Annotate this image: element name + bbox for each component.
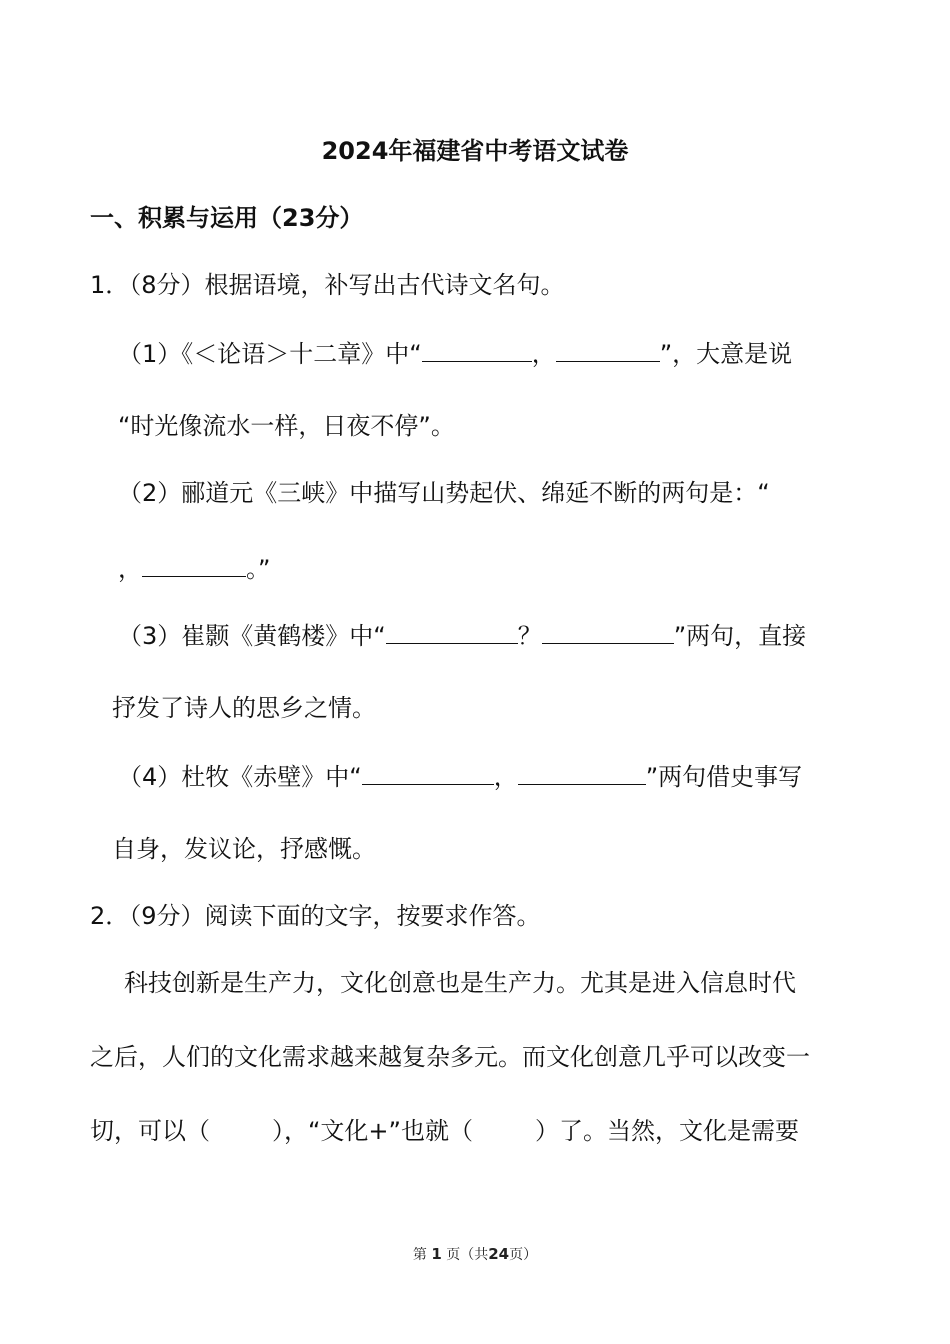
footer-text: 第 <box>412 1247 427 1263</box>
text-segment: （4）杜牧《赤壁》中“ <box>118 763 362 791</box>
question-1-part-1-line-2: “时光像流水一样，日夜不停”。 <box>118 412 455 440</box>
text-segment: 切，可以（ <box>90 1117 210 1145</box>
question-1-part-3-line-2: 抒发了诗人的思乡之情。 <box>112 694 376 722</box>
text-segment: ， <box>531 340 556 368</box>
question-1-part-4-line-2: 自身，发议论，抒感慨。 <box>112 835 376 863</box>
question-1-stem: 1．（8分）根据语境，补写出古代诗文名句。 <box>90 271 565 299</box>
text-segment: ”，大意是说 <box>659 340 793 368</box>
question-1-part-3-line-1 <box>118 617 806 653</box>
question-1-part-1-line-1 <box>118 335 792 371</box>
passage-line-3 <box>90 1114 799 1148</box>
page-number: 1 <box>431 1245 442 1263</box>
text-segment: （3）崔颢《黄鹤楼》中“ <box>118 622 386 650</box>
answer-blank[interactable] <box>386 617 518 644</box>
answer-blank[interactable] <box>362 758 494 785</box>
answer-blank[interactable] <box>518 758 646 785</box>
text-segment: ， <box>118 555 142 583</box>
footer-text: 页） <box>509 1247 538 1263</box>
text-segment: ”两句借史事写 <box>645 763 803 791</box>
question-1-part-2-line-1: （2）郦道元《三峡》中描写山势起伏、绵延不断的两句是：“ <box>118 479 770 507</box>
passage-line-2: 之后，人们的文化需求越来越复杂多元。而文化创意几乎可以改变一 <box>90 1043 810 1071</box>
answer-blank[interactable] <box>542 617 674 644</box>
passage-line-1: 科技创新是生产力，文化创意也是生产力。尤其是进入信息时代 <box>124 969 796 997</box>
text-segment: ），“文化+”也就（ <box>272 1117 473 1145</box>
question-1-part-2-line-2 <box>118 550 270 586</box>
page-footer <box>0 1244 950 1265</box>
question-1-part-4-line-1 <box>118 758 802 794</box>
question-2-stem: 2．（9分）阅读下面的文字，按要求作答。 <box>90 902 541 930</box>
text-segment: ”两句，直接 <box>673 622 807 650</box>
text-segment: ）了。当然，文化是需要 <box>534 1117 799 1145</box>
text-segment: ？ <box>517 622 542 650</box>
text-segment: ， <box>493 763 518 791</box>
answer-blank[interactable] <box>556 335 660 362</box>
exam-title: 2024年福建省中考语文试卷 <box>321 137 629 165</box>
answer-blank[interactable] <box>422 335 532 362</box>
text-segment: （1）《＜论语＞十二章》中“ <box>118 340 422 368</box>
text-segment: 。” <box>246 555 271 583</box>
answer-blank[interactable] <box>142 550 246 577</box>
footer-text: 页（共 <box>446 1247 489 1263</box>
page-total: 24 <box>488 1245 510 1263</box>
section-heading: 一、积累与运用（23分） <box>90 204 364 232</box>
